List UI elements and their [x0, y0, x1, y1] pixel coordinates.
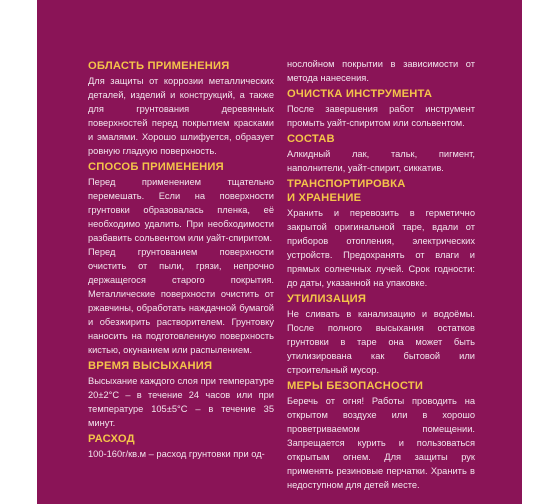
- section-text-disposal: Не сливать в канализацию и водоёмы. После полного высыхания остатков грунтовки в таре она может быть утилизирована как бытовой или строительный мусор.: [287, 309, 475, 375]
- section-text-safety: Беречь от огня! Работы проводить на открытом воздухе или в хорошо проветриваемом помещении. Запрещается курить и пользоваться открытым огнем. Для защиты рук применять резиновые перчатки. Хранить в недоступном для детей месте.: [287, 396, 475, 490]
- right-column: [287, 57, 475, 492]
- section-text-composition: Алкидный лак, тальк, пигмент, наполнители, уайт-спирит, сиккатив.: [287, 149, 475, 173]
- section-text-transport: Хранить и перевозить в герметично закрытой оригинальной таре, вдали от приборов отопления, электрических устройств. Предохранять от влаги и прямых солнечных лучей. Срок годности: до даты, указанной на упаковке.: [287, 208, 475, 288]
- section-title-transport-line2: И ХРАНЕНИЕ: [287, 192, 362, 204]
- section-title-disposal: УТИЛИЗАЦИЯ: [287, 293, 367, 305]
- section-text-usage-method-2: Перед грунтованием поверхности очистить от пыли, грязи, непрочно держащегося старого покрытия. Металлические поверхности очистить от ржавчины, обработать наждачной бумагой и обезжирить растворителем. Грунтовку наносить на подготовленную поверхность кистью, окунанием или распылением.: [88, 247, 274, 355]
- section-title-tool-cleaning: ОЧИСТКА ИНСТРУМЕНТА: [287, 88, 433, 100]
- left-column: [88, 57, 274, 461]
- section-text-usage-method-1: Перед применением тщательно перемешать. Если на поверхности грунтовки образовалась пленка, её необходимо удалить. При необходимости разбавить сольвентом или уайт-спиритом.: [88, 177, 274, 243]
- section-text-application-area: Для защиты от коррозии металлических деталей, изделий и конструкций, а также для грунтования деревянных поверхностей перед покрытием красками и эмалями. Хорошо шлифуется, образует ровную гладкую поверхность.: [88, 76, 274, 156]
- section-title-application-area: ОБЛАСТЬ ПРИМЕНЕНИЯ: [88, 60, 230, 72]
- section-title-consumption: РАСХОД: [88, 433, 135, 445]
- section-title-composition: СОСТАВ: [287, 133, 335, 145]
- section-text-tool-cleaning: После завершения работ инструмент промыть уайт-спиритом или сольвентом.: [287, 104, 475, 128]
- section-text-drying-time: Высыхание каждого слоя при температуре 20±2°С – в течение 24 часов или при температуре 105±5°С – в течение 35 минут.: [88, 376, 274, 428]
- section-title-drying-time: ВРЕМЯ ВЫСЫХАНИЯ: [88, 360, 213, 372]
- section-text-consumption-continued: нослойном покрытии в зависимости от метода нанесения.: [287, 59, 475, 83]
- section-text-consumption: 100-160г/кв.м – расход грунтовки при од-: [88, 449, 265, 459]
- section-title-safety: МЕРЫ БЕЗОПАСНОСТИ: [287, 380, 424, 392]
- section-title-transport-line1: ТРАНСПОРТИРОВКА: [287, 178, 406, 190]
- section-title-usage-method: СПОСОБ ПРИМЕНЕНИЯ: [88, 161, 224, 173]
